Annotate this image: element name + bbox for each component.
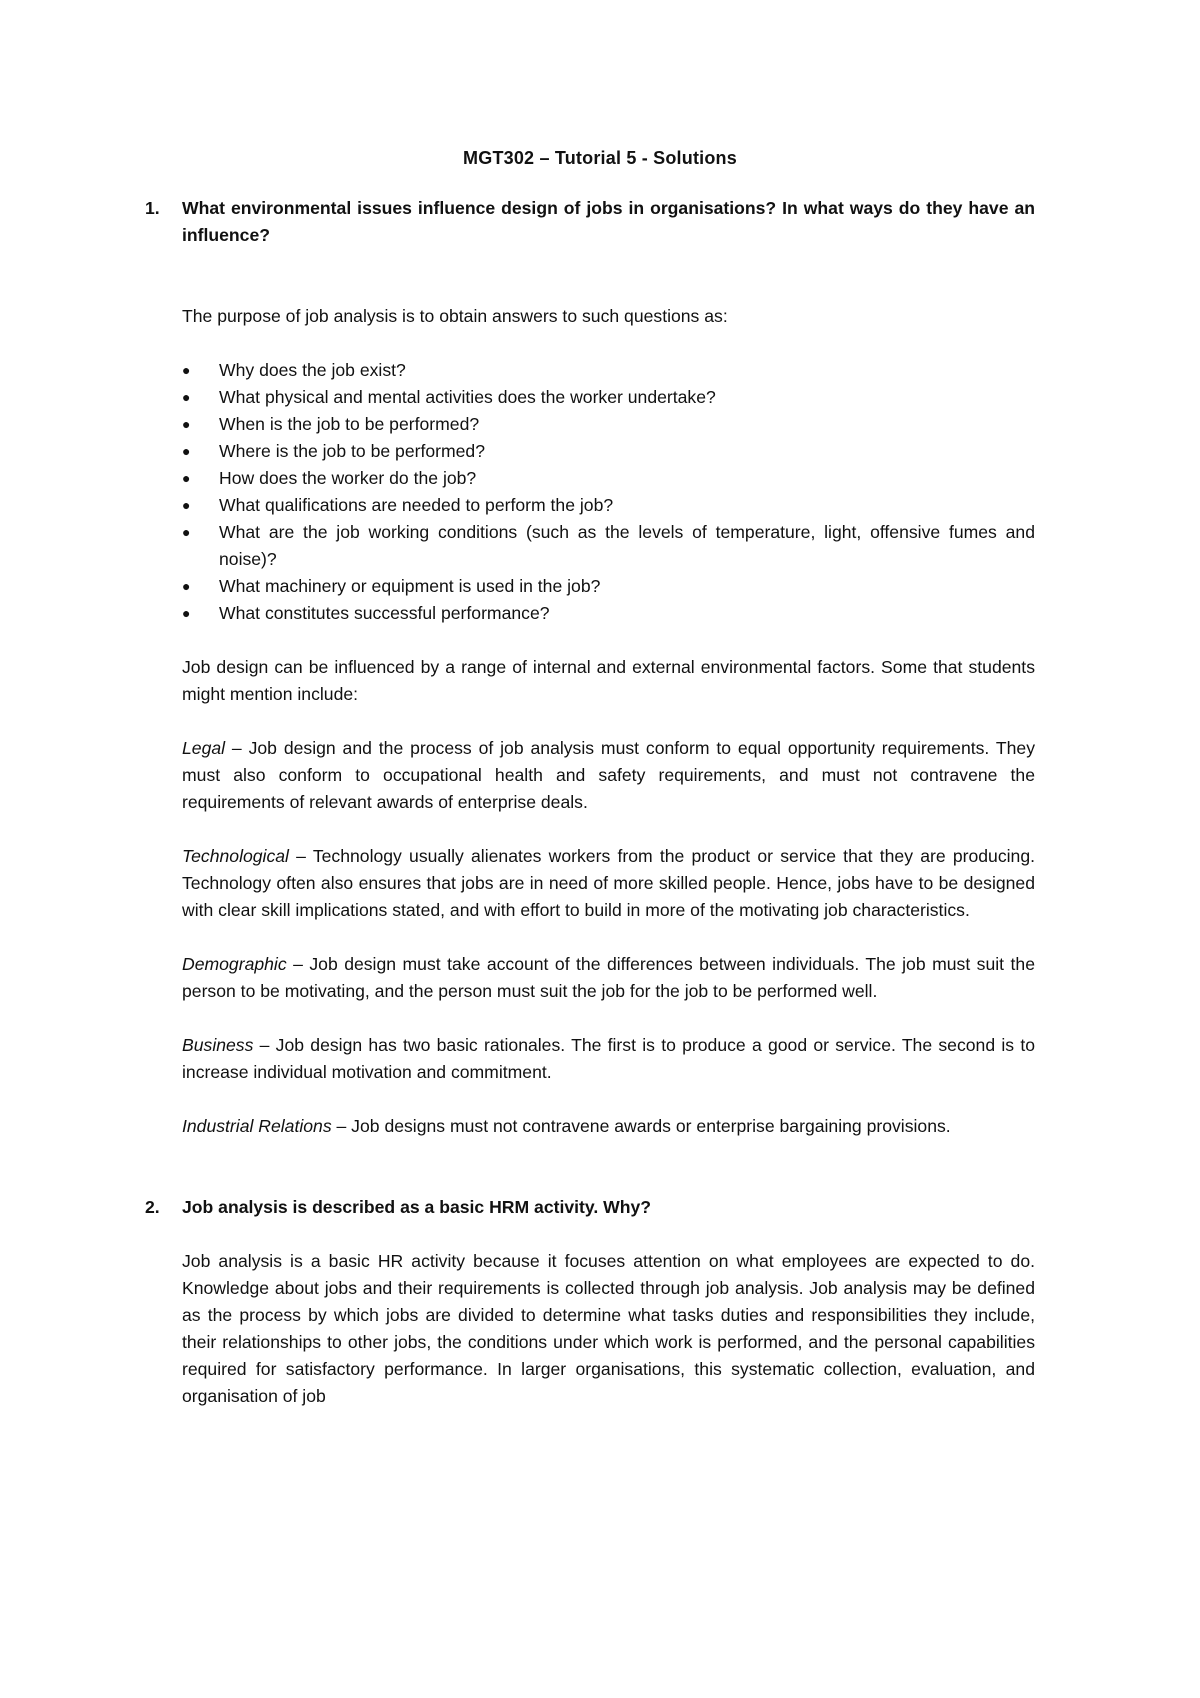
bullet-icon: ● (182, 470, 191, 486)
factors-intro: Job design can be influenced by a range of internal and external environmental factors. Some that students might mention include: (182, 657, 1035, 704)
question-2 (145, 1194, 1035, 1221)
question-list (182, 357, 1035, 627)
document-body (145, 195, 1035, 1410)
question-text: Job analysis is described as a basic HRM activity. Why? (182, 1197, 652, 1217)
list-item: ● What machinery or equipment is used in the job? (182, 573, 1035, 600)
factor-text: – Job design has two basic rationales. The first is to produce a good or service. The second is to increase individual motivation and commitment. (182, 1035, 1035, 1082)
list-item: ● What physical and mental activities does the worker undertake? (182, 384, 1035, 411)
list-item: ● How does the worker do the job? (182, 465, 1035, 492)
question-1 (145, 195, 1035, 249)
factor-technological (182, 843, 1035, 924)
factor-name: Legal (182, 738, 226, 758)
list-item: ● When is the job to be performed? (182, 411, 1035, 438)
bullet-icon: ● (182, 524, 191, 540)
factor-name: Demographic (182, 954, 287, 974)
answer-1 (182, 303, 1035, 1140)
list-item: ● What qualifications are needed to perform the job? (182, 492, 1035, 519)
factor-industrial-relations (182, 1113, 1035, 1140)
answer-text: Job analysis is a basic HR activity because it focuses attention on what employees are expected to do. Knowledge about jobs and their requirements is collected through job analysis. Job analysis may be defined as the process by which jobs are divided to determine what tasks duties and responsibilities they include, their relationships to other jobs, the conditions under which work is performed, and the personal capabilities required for satisfactory performance. In larger organisations, this systematic collection, evaluation, and organisation of job (182, 1251, 1035, 1406)
factor-name: Industrial Relations (182, 1116, 332, 1136)
bullet-icon: ● (182, 389, 191, 405)
bullet-icon: ● (182, 416, 191, 432)
answer-intro: The purpose of job analysis is to obtain answers to such questions as: (182, 306, 728, 326)
bullet-icon: ● (182, 443, 191, 459)
bullet-icon: ● (182, 605, 191, 621)
bullet-icon: ● (182, 578, 191, 594)
question-text: What environmental issues influence design of jobs in organisations? In what ways do they have an influence? (182, 198, 1035, 245)
factor-text: – Job designs must not contravene awards or enterprise bargaining provisions. (331, 1116, 951, 1136)
factor-legal (182, 735, 1035, 816)
factor-demographic (182, 951, 1035, 1005)
factor-name: Business (182, 1035, 254, 1055)
factor-text: – Job design and the process of job analysis must conform to equal opportunity requirements. They must also conform to occupational health and safety requirements, and must not contravene the requirements of relevant awards of enterprise deals. (182, 738, 1035, 812)
answer-2 (182, 1248, 1035, 1410)
bullet-icon: ● (182, 362, 191, 378)
bullet-icon: ● (182, 497, 191, 513)
factor-business (182, 1032, 1035, 1086)
list-item: ● What are the job working conditions (such as the levels of temperature, light, offensive fumes and noise)? (182, 519, 1035, 573)
question-number: 1. (145, 198, 160, 218)
document-title: MGT302 – Tutorial 5 - Solutions (463, 148, 737, 168)
question-number: 2. (145, 1197, 160, 1217)
list-item: ● What constitutes successful performance? (182, 600, 1035, 627)
list-item: ● Why does the job exist? (182, 357, 1035, 384)
list-item: ● Where is the job to be performed? (182, 438, 1035, 465)
factor-text: – Job design must take account of the differences between individuals. The job must suit the person to be motivating, and the person must suit the job for the job to be performed well. (182, 954, 1035, 1001)
factor-text: – Technology usually alienates workers from the product or service that they are producing. Technology often also ensures that jobs are in need of more skilled people. Hence, jobs have to be designed with clear skill implications stated, and with effort to build in more of the motivating job characteristics. (182, 846, 1035, 920)
factor-name: Technological (182, 846, 289, 866)
